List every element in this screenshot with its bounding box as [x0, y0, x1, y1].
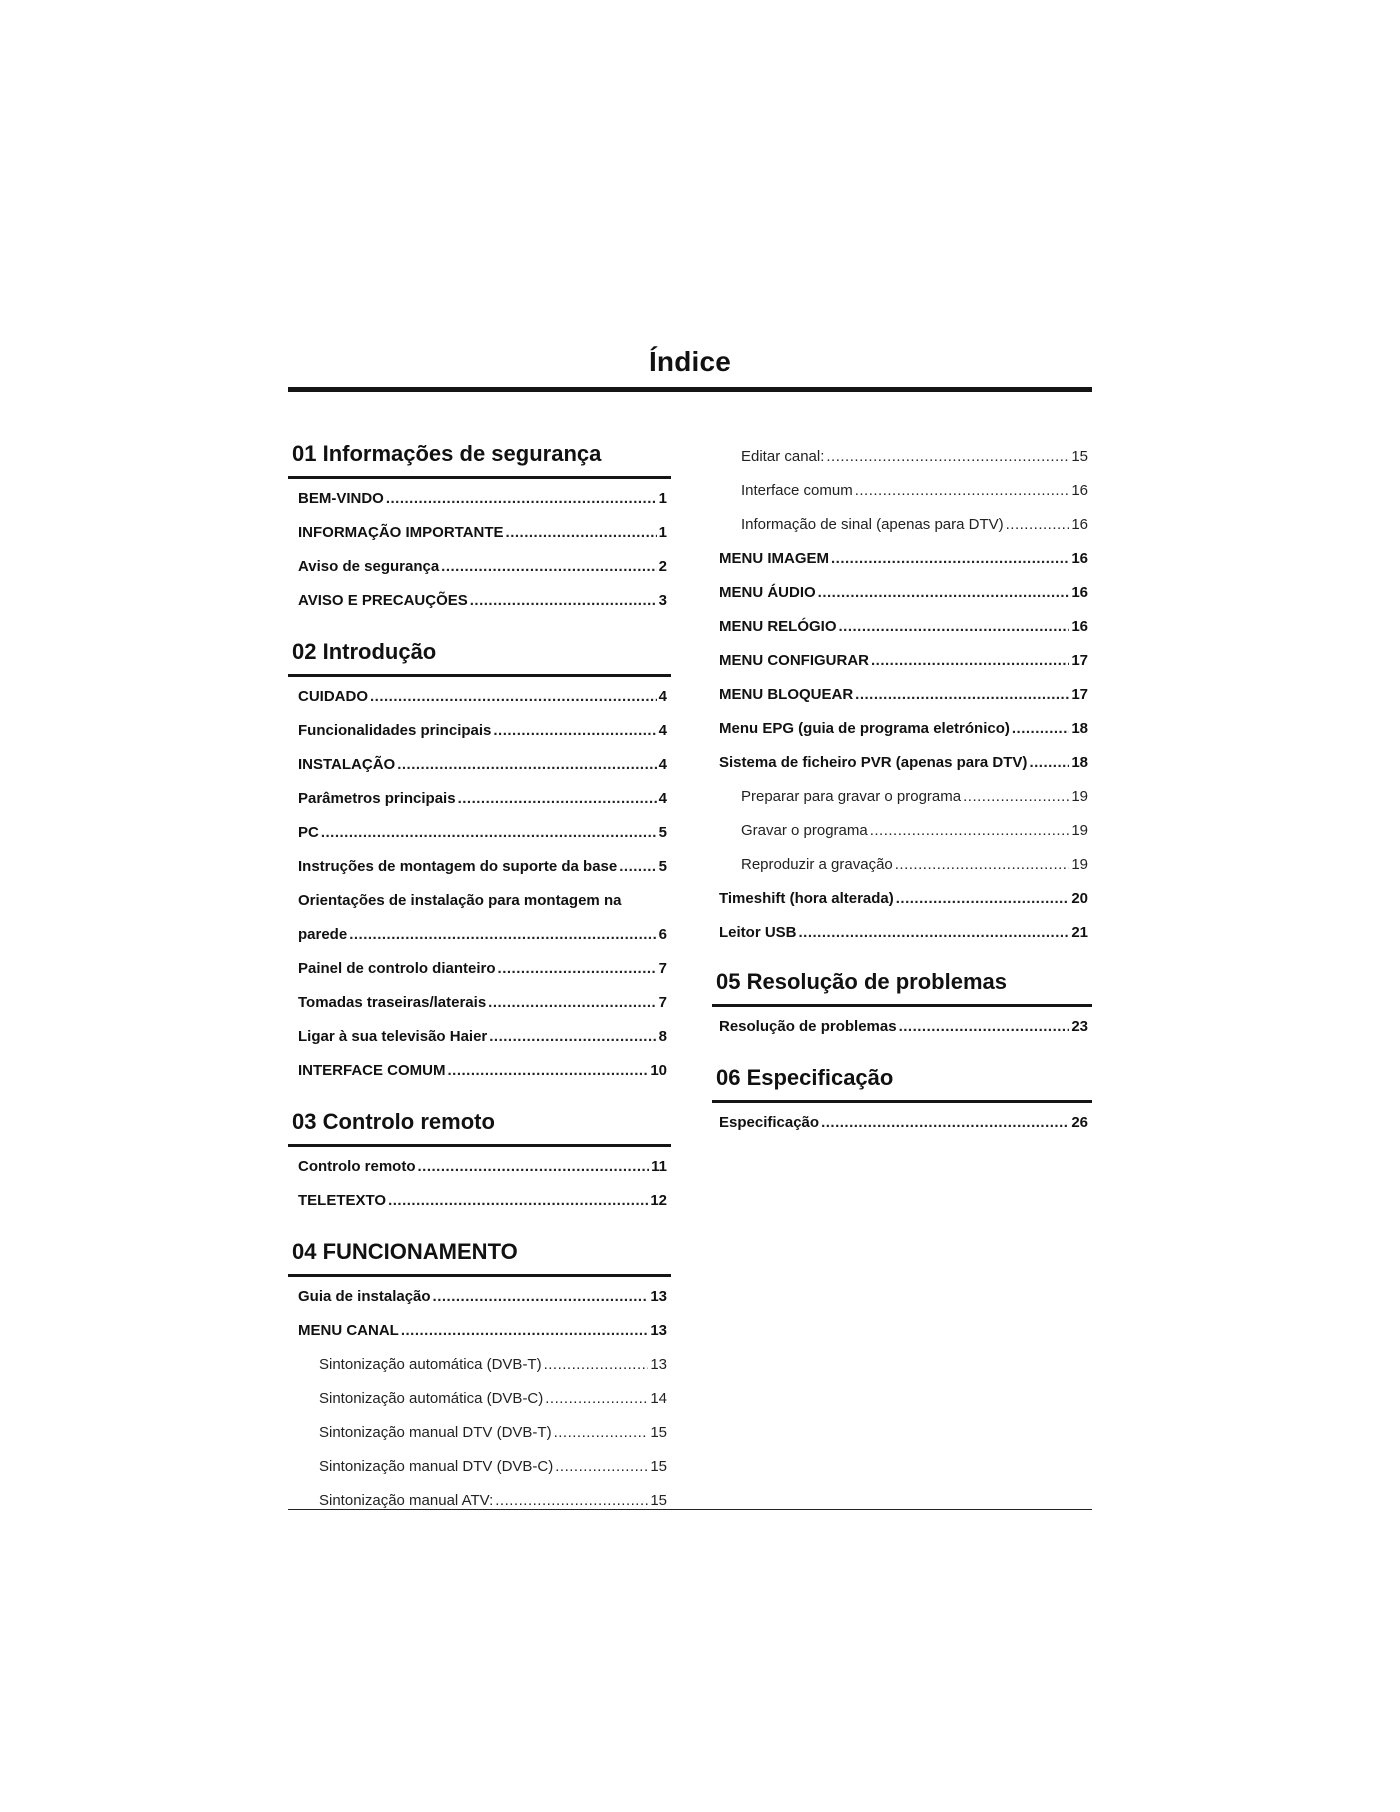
section-divider — [288, 476, 671, 479]
toc-left-column — [288, 440, 671, 1538]
toc-entry[interactable] — [288, 1280, 671, 1314]
toc-entry[interactable] — [288, 850, 671, 884]
section-04 — [288, 1238, 671, 1518]
dot-leader — [826, 440, 1069, 474]
toc-entry-page: 1 — [658, 490, 667, 507]
toc-entry-label: Tomadas traseiras/laterais — [298, 994, 487, 1011]
dot-leader — [855, 678, 1069, 712]
section-heading: 04 FUNCIONAMENTO — [292, 1239, 518, 1264]
toc-entry-page: 5 — [658, 824, 667, 841]
toc-entry-page: 16 — [1071, 482, 1088, 499]
toc-right-column — [712, 440, 1092, 1160]
toc-entry-label: Aviso de segurança — [298, 558, 440, 575]
toc-entry-label: Menu EPG (guia de programa eletrónico) — [719, 720, 1010, 737]
title-divider — [288, 387, 1092, 392]
dot-leader — [470, 584, 657, 618]
toc-entry-page: 13 — [650, 1288, 667, 1305]
toc-subentry[interactable] — [712, 848, 1092, 882]
toc-entry[interactable] — [712, 1010, 1092, 1044]
toc-entry[interactable] — [288, 1150, 671, 1184]
toc-entry[interactable] — [288, 782, 671, 816]
toc-entry-page: 10 — [650, 1062, 667, 1079]
toc-entry-page: 15 — [1071, 448, 1088, 465]
toc-entry-label: Sintonização manual DTV (DVB-T) — [319, 1424, 552, 1441]
dot-leader — [433, 1280, 649, 1314]
page-title: Índice — [648, 346, 732, 377]
toc-entry-page: 13 — [650, 1356, 667, 1373]
toc-entry-page: 2 — [658, 558, 667, 575]
toc-entry-page: 16 — [1071, 516, 1088, 533]
toc-entry[interactable] — [712, 916, 1092, 950]
toc-subentry[interactable] — [712, 780, 1092, 814]
toc-entry-page: 19 — [1071, 788, 1088, 805]
toc-subentry[interactable] — [712, 814, 1092, 848]
dot-leader — [855, 474, 1070, 508]
toc-entry-page: 12 — [650, 1192, 667, 1209]
dot-leader — [1012, 712, 1069, 746]
toc-entry-page: 11 — [651, 1158, 667, 1175]
toc-entry-page: 17 — [1071, 652, 1088, 669]
dot-leader — [1006, 508, 1070, 542]
toc-entry[interactable] — [288, 918, 671, 952]
toc-entry-label: Guia de instalação — [298, 1288, 431, 1305]
section-divider — [288, 1144, 671, 1147]
toc-entry-label: BEM-VINDO — [298, 490, 384, 507]
toc-entry[interactable] — [712, 882, 1092, 916]
section-heading: 01 Informações de segurança — [292, 441, 602, 466]
toc-entry-label: Reproduzir a gravação — [741, 856, 893, 873]
dot-leader — [370, 680, 657, 714]
toc-entry-page: 23 — [1071, 1018, 1088, 1035]
toc-entry-label: MENU IMAGEM — [719, 550, 829, 567]
dot-leader — [555, 1450, 648, 1484]
dot-leader — [498, 952, 657, 986]
section-04-continued — [712, 440, 1092, 950]
toc-entry[interactable] — [288, 584, 671, 618]
toc-entry-page: 7 — [658, 994, 667, 1011]
dot-leader — [495, 1484, 648, 1518]
section-divider — [288, 674, 671, 677]
toc-entry-page: 16 — [1071, 584, 1088, 601]
toc-entry-label: Editar canal: — [741, 448, 825, 465]
dot-leader — [448, 1054, 649, 1088]
toc-entry-label: Funcionalidades principais — [298, 722, 492, 739]
toc-entry-label: PC — [298, 824, 319, 841]
toc-entry-page: 19 — [1071, 822, 1088, 839]
toc-subentry[interactable] — [712, 508, 1092, 542]
section-heading: 02 Introdução — [292, 639, 437, 664]
toc-entry[interactable] — [288, 1184, 671, 1218]
dot-leader — [896, 882, 1070, 916]
toc-entry-label: Timeshift (hora alterada) — [719, 890, 894, 907]
toc-entry-page: 4 — [658, 790, 667, 807]
toc-entry-label: Interface comum — [741, 482, 853, 499]
toc-entry-label: Especificação — [719, 1114, 820, 1131]
dot-leader — [831, 542, 1069, 576]
dot-leader — [493, 714, 656, 748]
dot-leader — [401, 1314, 648, 1348]
toc-subentry[interactable] — [288, 1382, 671, 1416]
toc-entry-label: INFORMAÇÃO IMPORTANTE — [298, 524, 504, 541]
dot-leader — [544, 1348, 649, 1382]
toc-entry[interactable] — [712, 610, 1092, 644]
dot-leader — [619, 850, 656, 884]
dot-leader — [963, 780, 1069, 814]
dot-leader — [386, 482, 657, 516]
toc-subentry[interactable] — [712, 474, 1092, 508]
toc-entry-page: 18 — [1071, 720, 1088, 737]
toc-entry-label: Sintonização manual DTV (DVB-C) — [319, 1458, 554, 1475]
dot-leader — [871, 644, 1069, 678]
toc-entry-label: Preparar para gravar o programa — [741, 788, 962, 805]
toc-entry-page: 4 — [658, 722, 667, 739]
dot-leader — [349, 918, 656, 952]
toc-entry[interactable] — [712, 678, 1092, 712]
toc-entry-label: Sistema de ficheiro PVR (apenas para DTV) — [719, 754, 1028, 771]
toc-entry-label: Painel de controlo dianteiro — [298, 960, 496, 977]
dot-leader — [554, 1416, 649, 1450]
toc-entry[interactable] — [288, 816, 671, 850]
toc-entry-page: 20 — [1071, 890, 1088, 907]
toc-entry-page: 4 — [658, 688, 667, 705]
toc-entry-page: 15 — [650, 1458, 667, 1475]
toc-entry-page: 19 — [1071, 856, 1088, 873]
toc-entry-page: 26 — [1071, 1114, 1088, 1131]
toc-entry[interactable] — [288, 884, 671, 918]
bottom-divider — [288, 1509, 1092, 1510]
dot-leader — [899, 1010, 1070, 1044]
toc-entry-label: Sintonização manual ATV: — [319, 1492, 494, 1509]
toc-entry-page: 14 — [650, 1390, 667, 1407]
section-01 — [288, 440, 671, 618]
toc-entry-page: 13 — [650, 1322, 667, 1339]
toc-entry[interactable] — [712, 576, 1092, 610]
toc-entry[interactable] — [712, 644, 1092, 678]
toc-entry[interactable] — [288, 986, 671, 1020]
toc-entry-page: 8 — [658, 1028, 667, 1045]
toc-entry[interactable] — [288, 1020, 671, 1054]
dot-leader — [321, 816, 657, 850]
toc-entry-label: Controlo remoto — [298, 1158, 416, 1175]
toc-entry[interactable] — [288, 482, 671, 516]
toc-entry-label: Gravar o programa — [741, 822, 868, 839]
section-heading: 05 Resolução de problemas — [716, 969, 1007, 994]
toc-entry-page: 1 — [658, 524, 667, 541]
dot-leader — [799, 916, 1070, 950]
toc-entry[interactable] — [288, 952, 671, 986]
section-heading: 06 Especificação — [716, 1065, 894, 1090]
toc-entry-page: 21 — [1071, 924, 1088, 941]
toc-entry[interactable] — [288, 680, 671, 714]
toc-entry-label: Sintonização automática (DVB-T) — [319, 1356, 542, 1373]
toc-entry-label: Parâmetros principais — [298, 790, 456, 807]
section-05 — [712, 968, 1092, 1044]
toc-entry[interactable] — [288, 714, 671, 748]
toc-entry[interactable] — [288, 1314, 671, 1348]
dot-leader — [418, 1150, 650, 1184]
toc-entry[interactable] — [288, 550, 671, 584]
section-divider — [712, 1100, 1092, 1103]
section-divider — [288, 1274, 671, 1277]
toc-entry-label: MENU CONFIGURAR — [719, 652, 869, 669]
toc-entry-label: MENU CANAL — [298, 1322, 399, 1339]
toc-entry-label: Instruções de montagem do suporte da base — [298, 858, 618, 875]
dot-leader — [458, 782, 657, 816]
dot-leader — [489, 1020, 656, 1054]
toc-entry-page: 4 — [658, 756, 667, 773]
toc-entry[interactable] — [712, 746, 1092, 780]
toc-entry-label: Sintonização automática (DVB-C) — [319, 1390, 544, 1407]
toc-entry-label: INSTALAÇÃO — [298, 756, 396, 773]
toc-entry[interactable] — [712, 1106, 1092, 1140]
toc-entry-label: CUIDADO — [298, 688, 368, 705]
toc-entry[interactable] — [288, 748, 671, 782]
toc-entry[interactable] — [288, 1054, 671, 1088]
toc-entry-page: 3 — [658, 592, 667, 609]
toc-entry-page: 16 — [1071, 618, 1088, 635]
section-02 — [288, 638, 671, 1088]
section-heading: 03 Controlo remoto — [292, 1109, 495, 1134]
toc-entry-page: 15 — [650, 1424, 667, 1441]
toc-entry-label: Leitor USB — [719, 924, 797, 941]
dot-leader — [397, 748, 656, 782]
dot-leader — [870, 814, 1070, 848]
section-03 — [288, 1108, 671, 1218]
dot-leader — [1029, 746, 1069, 780]
toc-entry-label: MENU ÁUDIO — [719, 584, 816, 601]
toc-subentry[interactable] — [712, 440, 1092, 474]
section-06 — [712, 1064, 1092, 1140]
toc-entry-label: MENU BLOQUEAR — [719, 686, 854, 703]
toc-subentry[interactable] — [288, 1348, 671, 1382]
toc-entry-page: 15 — [650, 1492, 667, 1509]
toc-entry-label: Ligar à sua televisão Haier — [298, 1028, 488, 1045]
dot-leader — [839, 610, 1070, 644]
toc-entry[interactable] — [712, 542, 1092, 576]
dot-leader — [388, 1184, 648, 1218]
toc-entry[interactable] — [288, 516, 671, 550]
toc-entry-page: 6 — [658, 926, 667, 943]
toc-entry-page: 5 — [658, 858, 667, 875]
toc-entry-label: TELETEXTO — [298, 1192, 387, 1209]
dot-leader — [506, 516, 657, 550]
toc-entry-label: parede — [298, 926, 348, 943]
toc-entry-label: Resolução de problemas — [719, 1018, 897, 1035]
dot-leader — [818, 576, 1070, 610]
dot-leader — [488, 986, 656, 1020]
toc-entry-label: AVISO E PRECAUÇÕES — [298, 592, 468, 609]
dot-leader — [821, 1106, 1069, 1140]
toc-entry-label: INTERFACE COMUM — [298, 1062, 446, 1079]
toc-subentry[interactable] — [288, 1484, 671, 1518]
toc-entry-label: Orientações de instalação para montagem na — [298, 892, 622, 909]
toc-entry-label: MENU RELÓGIO — [719, 618, 837, 635]
toc-entry-page: 7 — [658, 960, 667, 977]
dot-leader — [545, 1382, 648, 1416]
toc-entry-page: 16 — [1071, 550, 1088, 567]
dot-leader — [441, 550, 656, 584]
toc-subentry[interactable] — [288, 1416, 671, 1450]
toc-entry-page: 18 — [1071, 754, 1088, 771]
dot-leader — [895, 848, 1070, 882]
toc-subentry[interactable] — [288, 1450, 671, 1484]
section-divider — [712, 1004, 1092, 1007]
toc-entry-page: 17 — [1071, 686, 1088, 703]
toc-entry-label: Informação de sinal (apenas para DTV) — [741, 516, 1004, 533]
toc-entry[interactable] — [712, 712, 1092, 746]
